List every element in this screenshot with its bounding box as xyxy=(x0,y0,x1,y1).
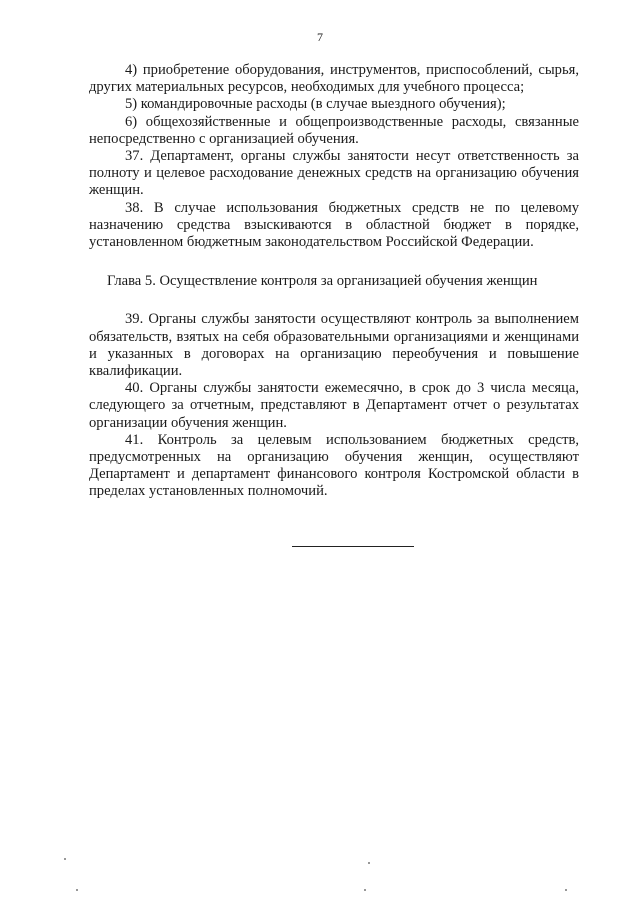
paragraph-item-6: 6) общехозяйственные и общепроизводственные расходы, связанные непосредственно с организацией обучения. xyxy=(89,113,579,147)
scan-speck xyxy=(364,889,366,891)
paragraph-38: 38. В случае использования бюджетных средств не по целевому назначению средства взыскиваются в областной бюджет в порядке, установленном бюджетным законодательством Российской Федерации. xyxy=(89,199,579,251)
scan-speck xyxy=(565,889,567,891)
scan-speck xyxy=(368,862,370,864)
scan-speck xyxy=(76,889,78,891)
page-number: 7 xyxy=(317,30,323,44)
chapter-title: Глава 5. Осуществление контроля за организацией обучения женщин xyxy=(107,273,538,290)
end-divider-line xyxy=(292,546,414,547)
document-body xyxy=(89,62,579,501)
paragraph-37: 37. Департамент, органы службы занятости несут ответственность за полноту и целевое расходование денежных средств на организацию обучения женщин. xyxy=(89,148,579,199)
paragraph-39: 39. Органы службы занятости осуществляют контроль за выполнением обязательств, взятых на себя образовательными организациями и женщинами и указанных в договорах на организацию переобучения и повышение квалификации. xyxy=(89,311,579,380)
paragraph-41: 41. Контроль за целевым использованием бюджетных средств, предусмотренных на организацию обучения женщин, осуществляют Департамент и департамент финансового контроля Костромской области в пределах установленных полномочий. xyxy=(89,431,579,500)
paragraph-item-4: 4) приобретение оборудования, инструментов, приспособлений, сырья, других материальных ресурсов, необходимых для учебного процесса; xyxy=(89,62,579,96)
paragraph-40: 40. Органы службы занятости ежемесячно, в срок до 3 числа месяца, следующего за отчетным, представляют в Департамент отчет о результатах организации обучения женщин. xyxy=(89,380,579,431)
scan-speck xyxy=(64,858,66,860)
paragraph-item-5: 5) командировочные расходы (в случае выездного обучения); xyxy=(125,96,506,113)
